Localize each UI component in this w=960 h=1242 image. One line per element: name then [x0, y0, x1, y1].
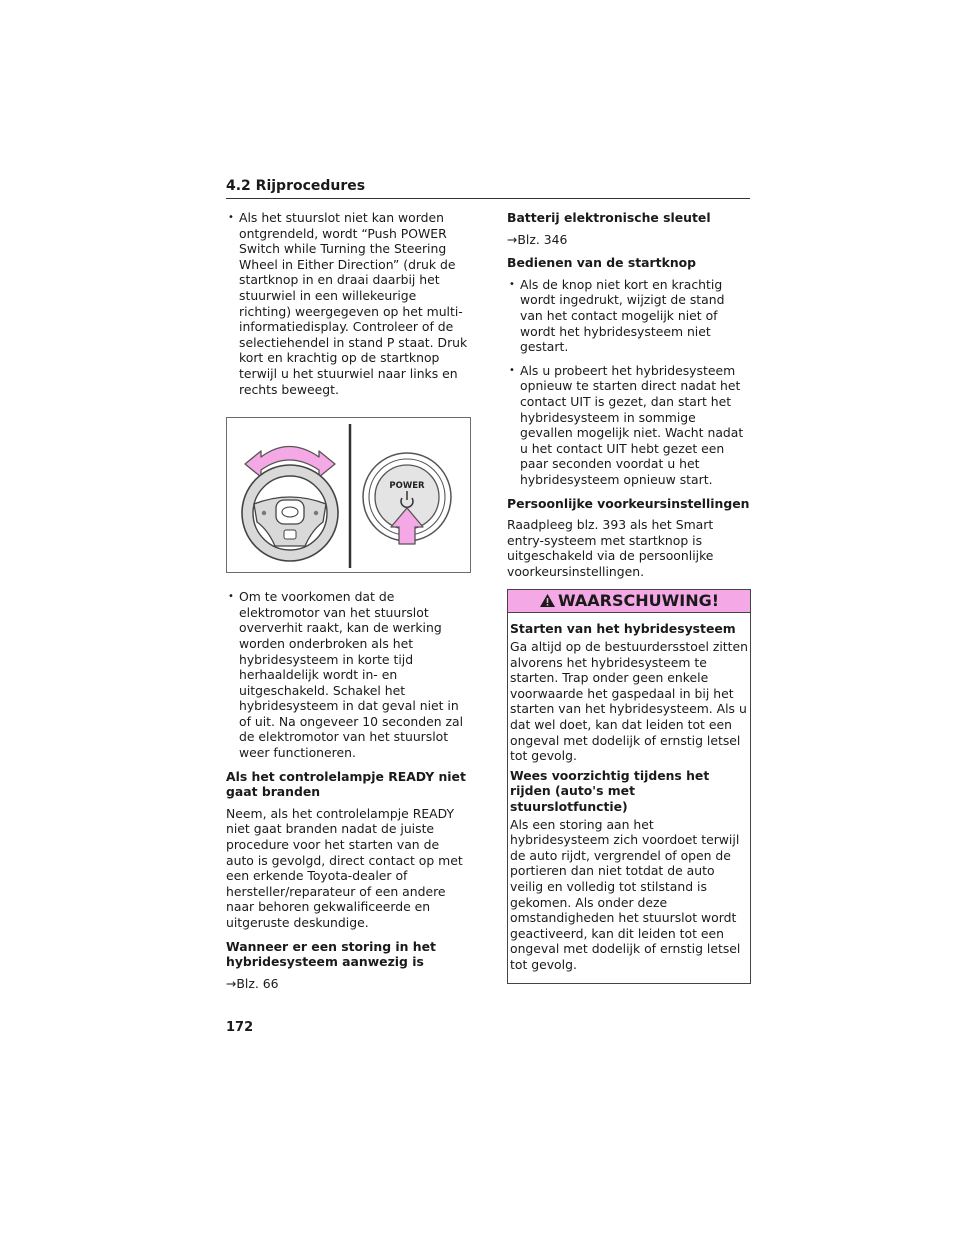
malfunction-heading: Wanneer er een storing in het hybridesysteem aanwezig is — [226, 938, 436, 970]
start-button-bullet-2: • Als u probeert het hybridesysteem opnieuw te starten direct nadat het contact UIT is gezet, dan start het hybridesysteem in sommige gevallen mogelijk niet. Wacht nadat u het contact UIT hebt gezet een paar seconden voordat u het hybridesysteem opnieuw start. — [507, 363, 751, 488]
warning-paragraph-1: Ga altijd op de bestuurdersstoel zitten alvorens het hybridesysteem te starten. Trap onder geen enkele voorwaarde het gaspedaal in bij het starten van het hybridesysteem. Als u dat wel doet, kan dat leiden tot een ongeval met dodelijk of ernstig letsel tot gevolg. — [510, 639, 748, 764]
ready-heading: Als het controlelampje READY niet gaat branden — [226, 768, 466, 800]
power-label: POWER — [389, 481, 425, 492]
steering-power-figure — [226, 417, 471, 573]
right-column — [507, 210, 751, 984]
ready-paragraph: Neem, als het controlelampje READY niet gaat branden nadat de juiste procedure voor het starten van de auto is gevolgd, direct contact op met een erkende Toyota-dealer of hersteller/reparateur of een andere naar behoren gekwalificeerde en uitgeruste deskundige. — [226, 805, 463, 930]
warning-triangle-icon — [539, 593, 556, 608]
steering-wheel-power-illustration — [227, 418, 470, 572]
preferences-heading: Persoonlijke voorkeursinstellingen — [507, 495, 750, 511]
malfunction-reference: →Blz. 66 — [226, 975, 279, 991]
left-column — [226, 210, 470, 999]
warning-box — [507, 589, 751, 983]
warning-paragraph-2: Als een storing aan het hybridesysteem zich voordoet terwijl de auto rijdt, vergrendel of open de portieren dan niet totdat de auto veilig en volledig tot stilstand is gekomen. Als onder deze omstandigheden het stuurslot wordt geactiveerd, kan dit leiden tot een ongeval met dodelijk of ernstig letsel tot gevolg. — [510, 816, 741, 972]
battery-key-heading: Batterij elektronische sleutel — [507, 210, 711, 225]
start-button-bullet-1: • Als de knop niet kort en krachtig wordt ingedrukt, wijzigt de stand van het contact mogelijk niet of wordt het hybridesysteem niet gestart. — [507, 277, 751, 355]
steering-wheel-icon — [242, 465, 338, 561]
section-header: 4.2 Rijprocedures — [226, 178, 750, 199]
warning-heading-1: Starten van het hybridesysteem — [510, 621, 736, 637]
steering-lock-bullet: • Als het stuurslot niet kan worden ontgrendeld, wordt “Push POWER Switch while Turning the Steering Wheel in Either Direction” (druk de startknop in en draai daarbij het stuurwiel in een willekeurige richting) weergegeven op het multi-informatiedisplay. Controleer of de selectiehendel in stand P staat. Druk kort en krachtig op de startknop terwijl u het stuurwiel naar links en rechts beweegt. — [226, 210, 470, 397]
preferences-paragraph: Raadpleeg blz. 393 als het Smart entry-systeem met startknop is uitgeschakeld via de persoonlijke voorkeursinstellingen. — [507, 517, 714, 579]
warning-title-bar — [508, 590, 750, 613]
overheat-bullet: • Om te voorkomen dat de elektromotor van het stuurslot oververhit raakt, kan de werking worden onderbroken als het hybridesysteem in korte tijd herhaaldelijk wordt in- en uitgeschakeld. Schakel het hybridesysteem in dat geval niet in of uit. Na ongeveer 10 seconden zal de elektromotor van het stuurslot weer functioneren. — [226, 589, 470, 761]
warning-heading-2: Wees voorzichtig tijdens het rijden (auto's met stuurslotfunctie) — [510, 767, 710, 814]
page-number: 172 — [226, 1020, 254, 1035]
warning-body — [508, 613, 750, 982]
start-button-heading: Bedienen van de startknop — [507, 255, 697, 271]
battery-key-reference: →Blz. 346 — [507, 231, 568, 247]
warning-title: WAARSCHUWING! — [557, 591, 720, 611]
